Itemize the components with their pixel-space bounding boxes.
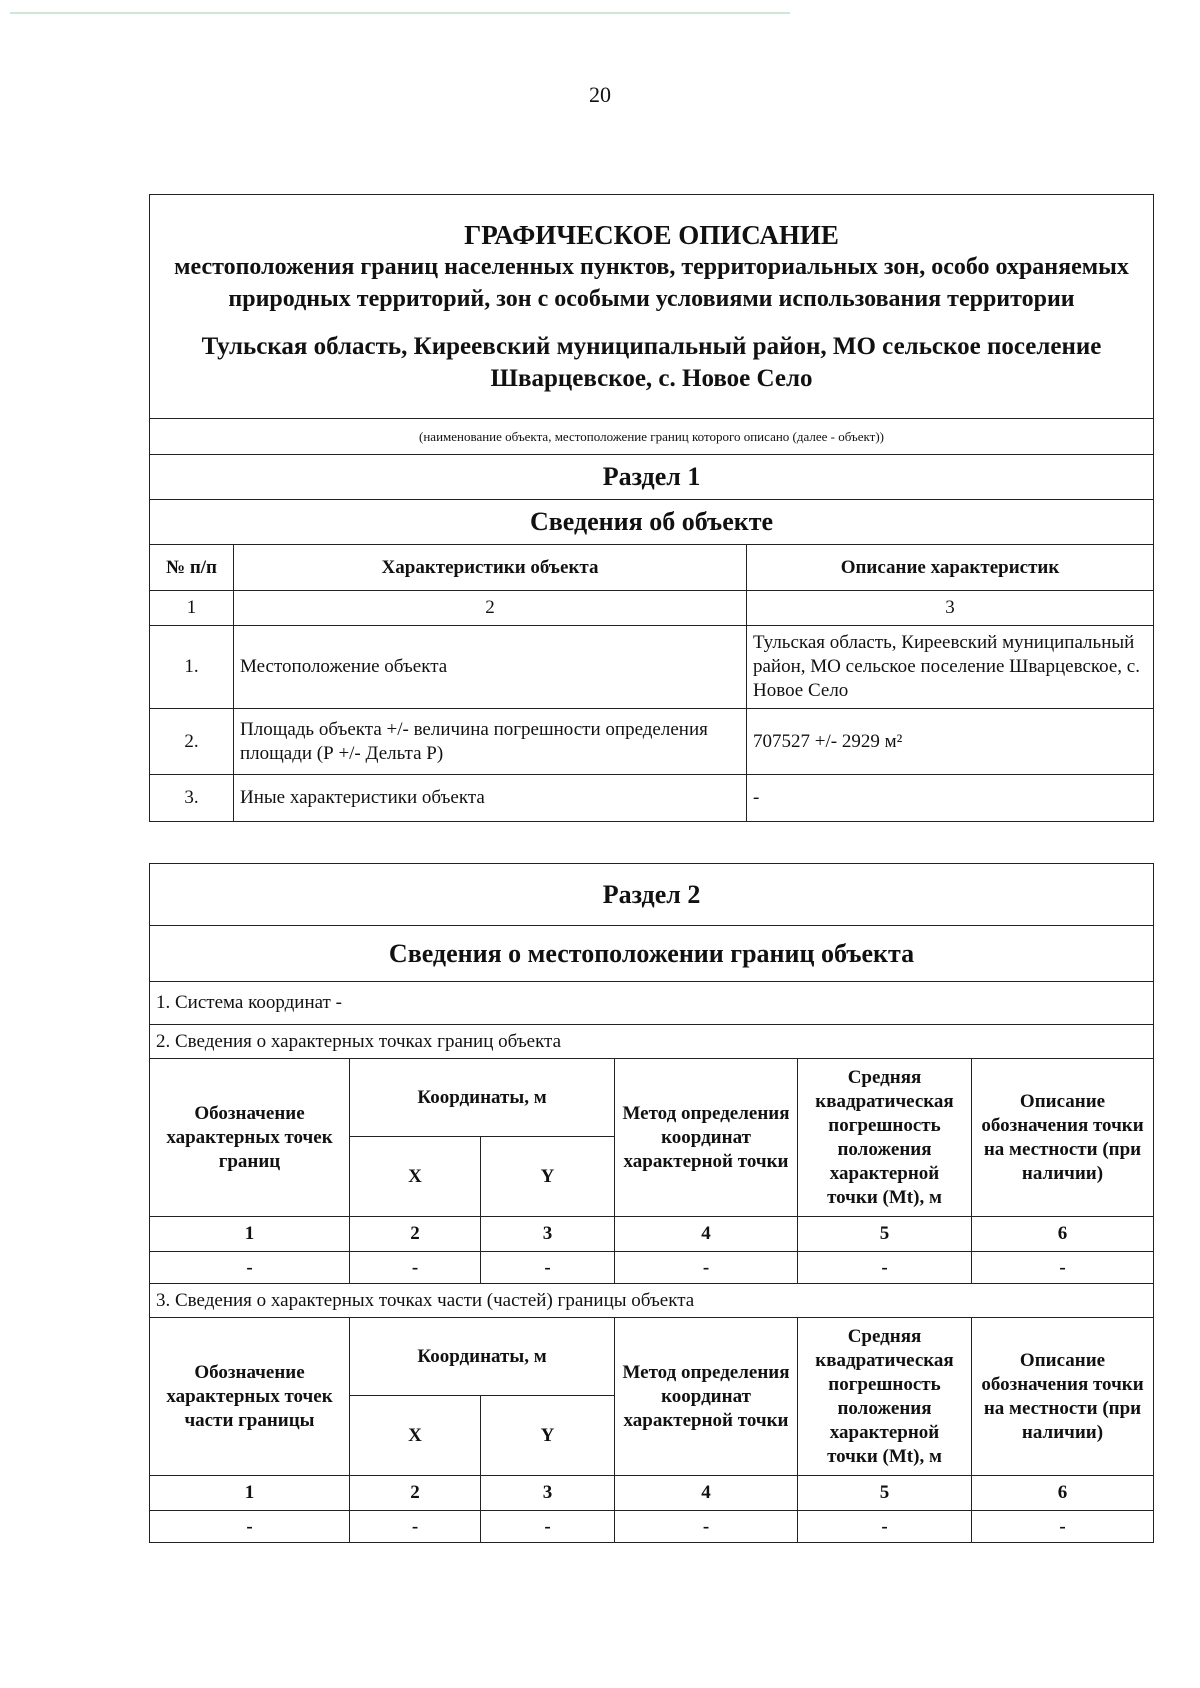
table-row: [150, 626, 1154, 709]
section2-table: [149, 863, 1154, 1543]
column-number: 2: [234, 591, 747, 626]
document-header: [150, 195, 1154, 419]
column-header: Характеристики объекта: [234, 545, 747, 591]
parts-heading: 3. Сведения о характерных точках части (частей) границы объекта: [150, 1284, 1154, 1318]
empty-cell: -: [350, 1252, 481, 1284]
empty-cell: -: [350, 1511, 481, 1543]
coords-header: Координаты, м: [350, 1059, 615, 1137]
table-row: [150, 775, 1154, 822]
row-characteristic: Площадь объекта +/- величина погрешности определения площади (Р +/- Дельта Р): [234, 709, 747, 775]
column-header: Описание характеристик: [747, 545, 1154, 591]
column-number: 4: [615, 1476, 798, 1511]
coordinate-system: 1. Система координат -: [150, 982, 1154, 1025]
section1-table: [149, 194, 1154, 822]
column-number: 2: [350, 1476, 481, 1511]
section2-subtitle: Сведения о местоположении границ объекта: [150, 926, 1154, 982]
empty-cell: -: [150, 1511, 350, 1543]
column-number: 5: [798, 1217, 972, 1252]
column-number: 1: [150, 591, 234, 626]
column-number: 2: [350, 1217, 481, 1252]
column-number: 1: [150, 1476, 350, 1511]
column-number: 6: [972, 1217, 1154, 1252]
empty-cell: -: [798, 1252, 972, 1284]
empty-cell: -: [615, 1252, 798, 1284]
section1-subtitle: Сведения об объекте: [150, 500, 1154, 545]
column-number: 1: [150, 1217, 350, 1252]
designation-header: Обозначение характерных точек границ: [150, 1059, 350, 1217]
document-subtitle: местоположения границ населенных пунктов, территориальных зон, особо охраняемых природных территорий, зон с особыми условиями использования территории: [174, 253, 1129, 312]
row-number: 2.: [150, 709, 234, 775]
table-row: [150, 1252, 1154, 1284]
empty-cell: -: [972, 1252, 1154, 1284]
method-header: Метод определения координат характерной точки: [615, 1318, 798, 1476]
page-number: 20: [589, 82, 611, 107]
object-note: (наименование объекта, местоположение границ которого описано (далее - объект)): [150, 419, 1154, 455]
column-number: 3: [481, 1217, 615, 1252]
row-description: -: [747, 775, 1154, 822]
description-header: Описание обозначения точки на местности (при наличии): [972, 1059, 1154, 1217]
column-number: 3: [747, 591, 1154, 626]
row-description: 707527 +/- 2929 м²: [747, 709, 1154, 775]
y-header: Y: [481, 1137, 615, 1217]
table-row: [150, 1511, 1154, 1543]
coords-header: Координаты, м: [350, 1318, 615, 1396]
empty-cell: -: [481, 1252, 615, 1284]
method-header: Метод определения координат характерной точки: [615, 1059, 798, 1217]
empty-cell: -: [798, 1511, 972, 1543]
row-characteristic: Иные характеристики объекта: [234, 775, 747, 822]
document-title: ГРАФИЧЕСКОЕ ОПИСАНИЕ: [464, 219, 839, 250]
column-number: 3: [481, 1476, 615, 1511]
table-row: [150, 709, 1154, 775]
description-header: Описание обозначения точки на местности (при наличии): [972, 1318, 1154, 1476]
error-header: Средняя квадратическая погрешность положения характерной точки (Mt), м: [798, 1318, 972, 1476]
x-header: X: [350, 1396, 481, 1476]
empty-cell: -: [481, 1511, 615, 1543]
empty-cell: -: [615, 1511, 798, 1543]
column-header: № п/п: [150, 545, 234, 591]
section1-title: Раздел 1: [150, 455, 1154, 500]
column-number: 5: [798, 1476, 972, 1511]
y-header: Y: [481, 1396, 615, 1476]
column-number: 6: [972, 1476, 1154, 1511]
empty-cell: -: [150, 1252, 350, 1284]
row-number: 1.: [150, 626, 234, 709]
object-location: Тульская область, Киреевский муниципальный район, МО сельское поселение Шварцевское, с. Новое Село: [201, 332, 1102, 392]
row-characteristic: Местоположение объекта: [234, 626, 747, 709]
designation-part-header: Обозначение характерных точек части границы: [150, 1318, 350, 1476]
points-heading: 2. Сведения о характерных точках границ объекта: [150, 1025, 1154, 1059]
empty-cell: -: [972, 1511, 1154, 1543]
scan-artifact: [10, 12, 790, 14]
error-header: Средняя квадратическая погрешность положения характерной точки (Mt), м: [798, 1059, 972, 1217]
x-header: X: [350, 1137, 481, 1217]
column-number: 4: [615, 1217, 798, 1252]
row-description: Тульская область, Киреевский муниципальный район, МО сельское поселение Шварцевское, с. Новое Село: [747, 626, 1154, 709]
section2-title: Раздел 2: [150, 864, 1154, 926]
row-number: 3.: [150, 775, 234, 822]
